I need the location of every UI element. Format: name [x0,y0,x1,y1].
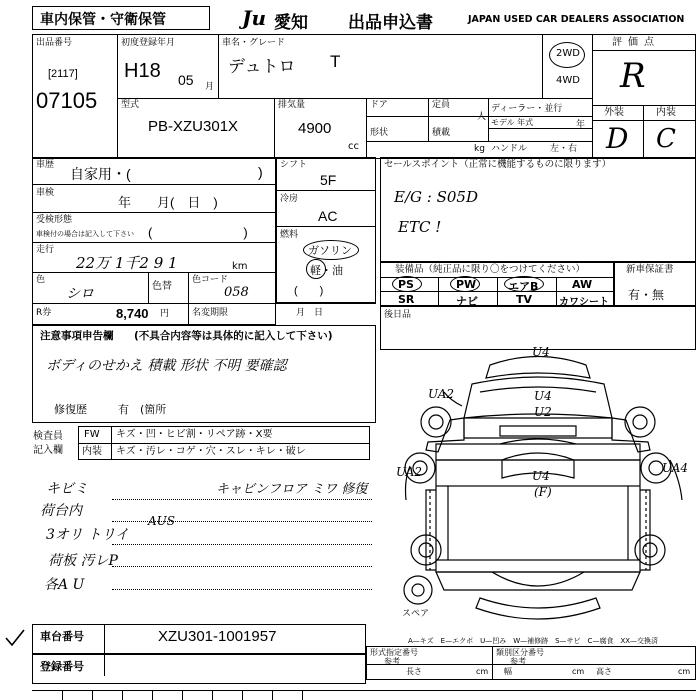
left-front-tire [421,407,451,437]
model-label: 車名・グレード [222,38,286,48]
diagram-label-deck: U4 [532,469,550,483]
form-title: 出品申込書 [348,13,433,33]
sales-points-label: セールスポイント（正常に機能するものに限ります） [384,159,612,170]
spare-tire [404,576,432,604]
inspector-row1-items: キズ・凹・ヒビ割・リペア跡・X要 [116,429,273,440]
drive-2wd: 2WD [556,48,580,59]
association-name: JAPAN USED CAR DEALERS ASSOCIATION [468,14,685,25]
height-label: 高さ [596,667,612,676]
lot-number-label: 出品番号 [36,38,73,48]
org-name: 愛知 [274,13,308,33]
vehicle-damage-diagram [380,340,696,650]
chassis-value: XZU301-1001957 [158,628,277,645]
circle-ps [392,276,422,292]
capacity-label: 定員 [432,100,451,110]
equipment-airbag: エアB [508,280,539,293]
shift-label: シフト [280,160,308,170]
notes-label: 注意事項申告欄 [40,330,114,342]
front-bumper-outline [486,357,590,379]
model-grade: T [330,52,341,71]
type-label: 型式 [121,100,140,110]
equipment-pw: PW [456,278,477,291]
cab-front [464,418,612,438]
inspection-label: 車検 [36,188,55,198]
load-label: 積載 [432,128,451,138]
circle-airbag [504,276,544,292]
storage-note: 車内保管・守衛保管 [40,12,166,28]
color-code-value: 058 [224,285,249,300]
sales-point-2: ETC ! [398,218,442,236]
model-name: デュトロ [228,57,296,76]
evaluation-label: 評価点 [612,37,660,48]
top-section-frame [32,34,696,159]
circle-pw [450,276,480,292]
displacement-unit: cc [348,141,359,152]
interior-label: 内装 [656,107,676,118]
drive-4wd: 4WD [556,75,580,86]
guarantee-label: 新車保証書 [626,264,674,275]
handle-label: ハンドル [491,144,528,154]
color-change-label: 色替 [152,281,172,292]
width-unit: cm [572,667,585,676]
width-label: 幅 [504,667,512,676]
name-change-unit: 月 日 [296,308,324,318]
equipment-sr: SR [398,293,415,306]
type-value: PB-XZU301X [148,118,239,135]
diagram-label-front: U4 [532,345,550,359]
remark-3: 3オリ トリイ [46,527,129,543]
ju-logo-mark: Ju [242,6,267,30]
inspector-row2-items: キズ・汚レ・コゲ・穴・スレ・キレ・破レ [116,446,306,457]
diagram-label-cab-2: U2 [534,405,552,419]
fuel-diesel-circle [306,259,326,279]
right-front-tire [625,407,655,437]
type-cert-note: 参考 [384,657,400,666]
shape-label: 形状 [370,128,389,138]
handle-value: 左・右 [550,144,578,154]
equipment-label: 装備品（純正品に限り〇をつけてください） [395,264,586,275]
length-label: 長さ [406,667,422,676]
diagram-label-deck-f: (F) [534,485,552,499]
diagram-label-left-side: UA2 [396,465,423,479]
fuel-label: 燃料 [280,230,299,240]
r-price-unit: 円 [160,309,170,319]
notes-handwritten: ボディのせかえ 積載 形状 不明 要確認 [46,358,287,374]
ac-value: AC [318,208,338,224]
displacement-label: 排気量 [278,100,306,110]
diagram-label-cab-1: U4 [534,389,552,403]
repair-place: (箇所 [140,403,167,416]
lot-prefix: [2117] [48,68,78,80]
remark-4: 荷板 汚レP [48,553,118,569]
ac-label: 冷房 [280,194,299,204]
color-label: 色 [36,275,46,285]
remark-5: 各A U [44,577,85,593]
fuel-value: ガソリン [308,245,352,257]
model-year-label: モデル 年式 [491,118,534,127]
r-price-label: R券 [36,308,52,318]
chassis-label: 車台番号 [40,630,84,643]
category-note: 参考 [510,657,526,666]
damage-legend: A—キズ E—エクボ U—凹み W—補修跡 S—サビ C—腐食 XX—交換済 [408,637,659,645]
load-unit: kg [474,144,485,154]
deck-front [436,444,640,460]
equipment-leather: カワシート [559,297,609,308]
repair-label: 修復歴 [54,403,87,416]
interior-score: C [656,124,676,154]
height-unit: cm [678,667,691,676]
equipment-ps: PS [398,278,414,291]
equipment-navi: ナビ [456,295,478,308]
guarantee-value: 有・無 [628,288,665,302]
ju-logo [242,6,266,30]
history-close: ) [258,164,263,180]
inspection-value: 年 月( 日 ) [118,195,218,210]
doors-label: ドア [370,100,388,110]
remark-aus: AUS [148,514,175,528]
mileage-value: 22万 1千2 9 1 [76,254,178,272]
dealer-label: ディーラー・並行 [491,104,563,114]
registration-era-year: H18 [124,60,161,82]
category-label: 類別区分番号 [496,648,544,657]
capacity-unit: 人 [477,112,487,122]
diagram-label-right-side: UA4 [662,461,689,475]
equipment-tv: TV [516,293,533,306]
rear-bumper [476,598,600,619]
left-cab-side [426,418,464,452]
shift-value: 5F [320,172,337,188]
mileage-unit: km [232,261,248,272]
inspection-form-note: 車検付の場合は記入して下さい [36,230,134,238]
inspector-row1-head: FW [84,429,100,440]
registration-number-label: 登録番号 [40,660,84,673]
exterior-score: D [606,122,629,155]
length-unit: cm [476,667,489,676]
remark-1: キビミ [46,481,88,497]
inspector-row2-head: 内装 [82,446,102,457]
inspection-form-value: ( ) [148,225,248,240]
equipment-aw: AW [572,278,593,291]
type-cert-label: 形式指定番号 [370,648,418,657]
sales-point-1: E/G : S05D [394,188,478,206]
displacement-value: 4900 [298,120,332,137]
later-items-label: 後日品 [384,310,412,320]
inspector-label: 検査員 記入欄 [33,431,63,456]
fuel-brackets: ( ) [294,285,324,297]
history-value: 自家用・( [70,166,131,182]
registration-label: 初度登録年月 [121,38,176,48]
color-value: シロ [66,286,94,302]
history-label: 車歴 [36,160,55,170]
exterior-label: 外装 [604,107,624,118]
tailgate [436,572,640,590]
lot-number: 07105 [36,88,98,113]
right-cab-side [612,418,650,452]
registration-month: 05 [178,72,194,88]
name-change-label: 名変期限 [192,308,229,318]
repair-value: 有 [118,403,129,416]
mileage-label: 走行 [36,245,55,255]
diagram-label-left-top: UA2 [428,387,455,401]
r-price-value: 8,740 [116,306,149,321]
fuel-other: 軽・油 [310,265,343,277]
inspection-form-label: 受検形態 [36,215,73,225]
notes-label-note: (不具合内容等は具体的に記入して下さい) [134,330,333,342]
remark-2: 荷台内 [40,503,82,519]
evaluation-score: R [620,56,646,96]
color-code-label: 色コード [192,275,229,285]
year-unit: 年 [576,120,586,130]
check-mark [4,628,26,648]
spare-label: スペア [402,609,430,619]
sales-points-frame [380,157,696,262]
registration-month-unit: 月 [205,82,215,92]
cabin-note: キャビンフロア ミワ 修復 [216,482,368,497]
